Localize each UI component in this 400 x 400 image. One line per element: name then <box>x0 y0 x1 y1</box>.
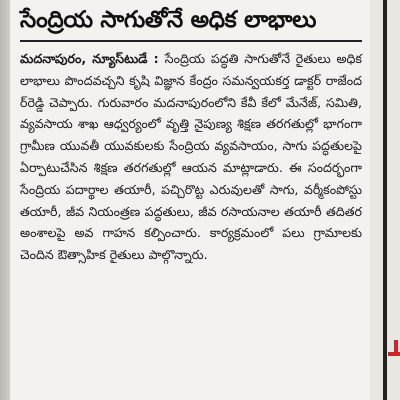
red-corner-mark <box>388 352 400 356</box>
article-dateline: మదనాపురం, న్యూస్‌టుడే : <box>20 51 165 66</box>
article-body <box>20 48 362 266</box>
article-text: సేంద్రియ పద్ధతి సాగుతోనే రైతులు అధిక లాభాలు పొందవచ్చని కృషి విజ్ఞాన కేంద్రం సమన్వయకర్త డాక్టర్ రాజేంద ర్‌రెడ్డి చెప్పారు. గురువారం మదనాపురంలోని కేవీ కేలో మేనేజ్, సమితి, వ్యవసాయ శాఖ ఆధ్వర్యంలో వృత్తి నైపుణ్య శిక్షణ తరగతుల్లో భాగంగా గ్రామీణ యువతీ యువకులకు సేంద్రియ వ్యవసాయం, సాగు పద్ధతులపై ఏర్పాటుచేసిన శిక్షణ తరగతుల్లో ఆయన మాట్లాడారు. ఈ సందర్భంగా సేంద్రియ పదార్థాల తయారీ, పచ్చిరొట్ట ఎరువులతో సాగు, వర్మీకంపోస్టు తయారీ, జీవ నియంత్రణ పద్ధతులు, జీవ రసాయనాల తయారీ తదితర అంశాలపై అవ గాహన కల్పించారు. కార్యక్రమంలో పలు గ్రామాలకు చెందిన ఔత్సాహిక రైతులు పాల్గొన్నారు. <box>20 51 362 263</box>
article-headline: సేంద్రియ సాగుతోనే అధిక లాభాలు <box>20 7 317 33</box>
page-gutter <box>0 0 10 400</box>
column-border <box>383 0 387 400</box>
red-corner-mark-vertical <box>394 340 398 352</box>
headline-divider <box>20 40 362 42</box>
newspaper-clipping <box>10 0 370 400</box>
